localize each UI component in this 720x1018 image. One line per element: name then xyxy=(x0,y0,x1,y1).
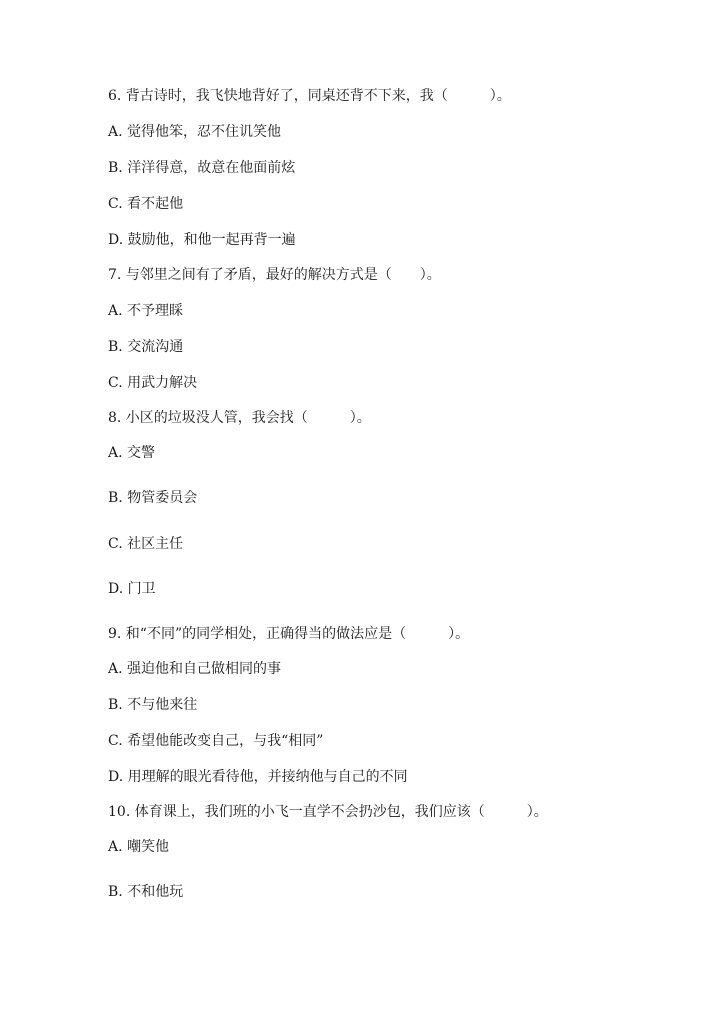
question-7-option-c: C. 用武力解决 xyxy=(108,375,198,391)
question-9-stem: 9. 和“不同”的同学相处，正确得当的做法应是（ ）。 xyxy=(108,626,470,642)
question-10-stem: 10. 体育课上，我们班的小飞一直学不会扔沙包，我们应该（ ）。 xyxy=(108,804,548,820)
question-6-option-c: C. 看不起他 xyxy=(108,196,184,212)
question-7-option-a: A. 不予理睬 xyxy=(108,303,184,319)
question-6-option-d: D. 鼓励他，和他一起再背一遍 xyxy=(108,232,296,248)
question-9-option-b: B. 不与他来往 xyxy=(108,697,198,713)
question-9-option-d: D. 用理解的眼光看待他，并接纳他与自己的不同 xyxy=(108,769,408,785)
question-9-option-a: A. 强迫他和自己做相同的事 xyxy=(108,661,282,677)
question-10-option-b: B. 不和他玩 xyxy=(108,884,184,900)
question-8-option-c: C. 社区主任 xyxy=(108,536,184,552)
question-6-option-a: A. 觉得他笨，忍不住讥笑他 xyxy=(108,124,282,140)
question-10-option-a: A. 嘲笑他 xyxy=(108,839,170,855)
question-9-option-c: C. 希望他能改变自己，与我“相同” xyxy=(108,733,324,749)
question-8-option-a: A. 交警 xyxy=(108,445,156,461)
question-8-option-d: D. 门卫 xyxy=(108,581,156,597)
question-8-stem: 8. 小区的垃圾没人管，我会找（ ）。 xyxy=(108,410,371,426)
question-8-option-b: B. 物管委员会 xyxy=(108,490,198,506)
question-6-option-b: B. 洋洋得意，故意在他面前炫 xyxy=(108,160,296,176)
question-7-stem: 7. 与邻里之间有了矛盾，最好的解决方式是（ ）。 xyxy=(108,267,441,283)
question-7-option-b: B. 交流沟通 xyxy=(108,339,184,355)
question-6-stem: 6. 背古诗时，我飞快地背好了，同桌还背不下来，我（ ）。 xyxy=(108,88,511,104)
